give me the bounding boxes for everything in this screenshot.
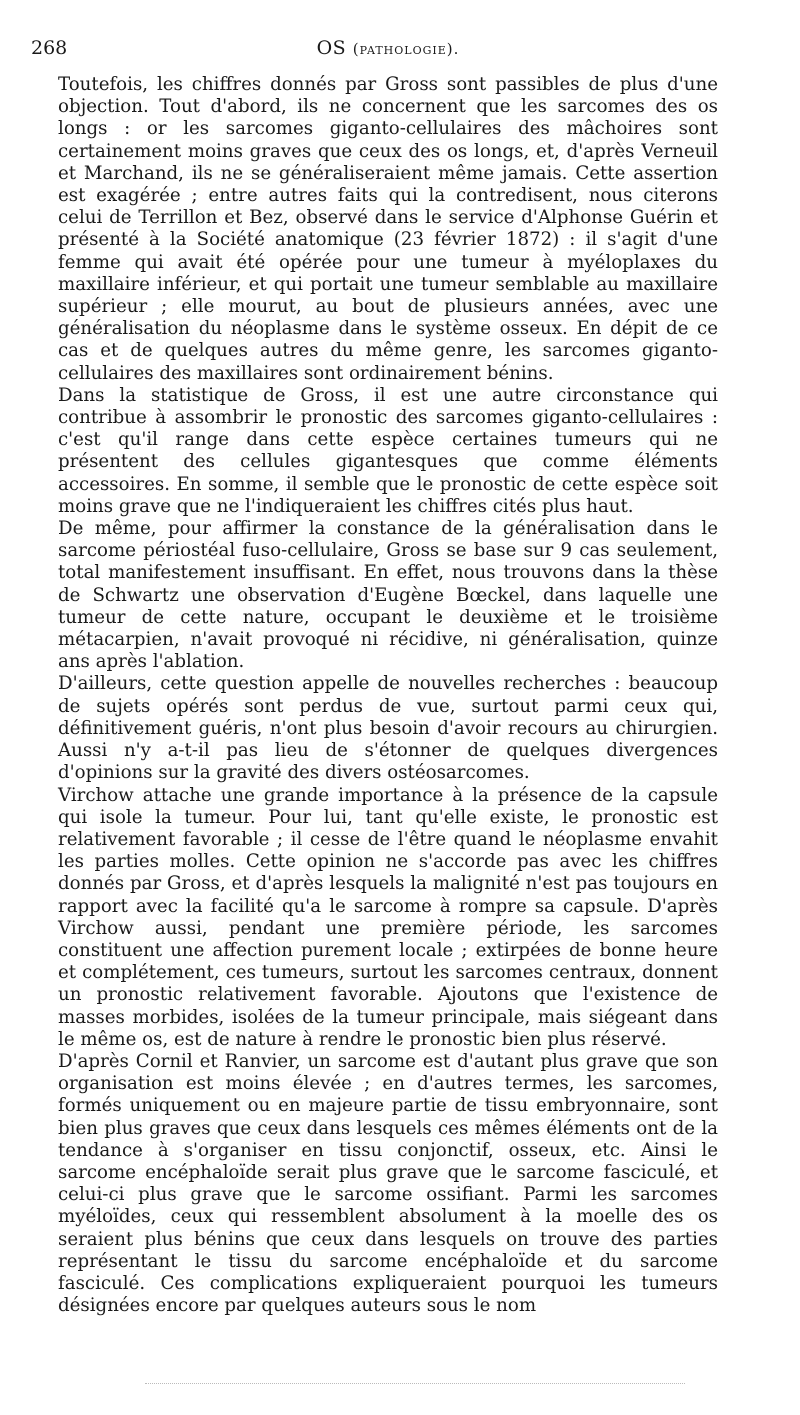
paragraph: Dans la statistique de Gross, il est une autre circonstance qui contribue à assombrir le pronostic des sarcomes giganto-cellulaires : c'est qu'il range dans cette espèce certaines tumeurs qui ne présentent des cellules gigantesques que comme éléments accessoires. En somme, il semble que le pronostic de cette espèce soit moins grave que ne l'indiqueraient les chiffres cités plus haut.: [58, 384, 718, 517]
page-header: [31, 34, 718, 62]
running-head: [58, 34, 718, 63]
running-head-main: OS: [316, 37, 347, 59]
running-head-section: (pathologie).: [352, 40, 460, 58]
book-page: [31, 34, 718, 1317]
footer-rule: [145, 1383, 685, 1384]
paragraph: D'après Cornil et Ranvier, un sarcome est d'autant plus grave que son organisation est moins élevée ; en d'autres termes, les sarcomes, formés uniquement ou en majeure partie de tissu embryonnaire, sont bien plus graves que ceux dans lesquels ces mêmes éléments ont de la tendance à s'organiser en tissu conjonctif, osseux, etc. Ainsi le sarcome encéphaloïde serait plus grave que le sarcome fasciculé, et celui-ci plus grave que le sarcome ossifiant. Parmi les sarcomes myéloïdes, ceux qui ressemblent absolument à la moelle des os seraient plus bénins que ceux dans lesquels on trouve des parties représentant le tissu du sarcome encéphaloïde et du sarcome fasciculé. Ces complications expliqueraient pourquoi les tumeurs désignées encore par quelques auteurs sous le nom: [58, 1050, 718, 1317]
page-number: 268: [31, 37, 68, 59]
paragraph: Virchow attache une grande importance à la présence de la capsule qui isole la tumeur. Pour lui, tant qu'elle existe, le pronostic est relativement favorable ; il cesse de l'être quand le néoplasme envahit les parties molles. Cette opinion ne s'accorde pas avec les chiffres donnés par Gross, et d'après lesquels la malignité n'est pas toujours en rapport avec la facilité qu'a le sarcome à rompre sa capsule. D'après Virchow aussi, pendant une première période, les sarcomes constituent une affection purement locale ; extirpées de bonne heure et complétement, ces tumeurs, surtout les sarcomes centraux, donnent un pronostic relativement favorable. Ajoutons que l'existence de masses morbides, isolées de la tumeur principale, mais siégeant dans le même os, est de nature à rendre le pronostic bien plus réservé.: [58, 784, 718, 1050]
paragraph: D'ailleurs, cette question appelle de nouvelles recherches : beaucoup de sujets opérés sont perdus de vue, surtout parmi ceux qui, définitivement guéris, n'ont plus besoin d'avoir recours au chirurgien. Aussi n'y a-t-il pas lieu de s'étonner de quelques divergences d'opinions sur la gravité des divers ostéosarcomes.: [58, 673, 718, 784]
paragraph: Toutefois, les chiffres donnés par Gross sont passibles de plus d'une objection. Tout d'abord, ils ne concernent que les sarcomes des os longs : or les sarcomes giganto-cellulaires des mâchoires sont certainement moins graves que ceux des os longs, et, d'après Verneuil et Marchand, ils ne se généraliseraient même jamais. Cette assertion est exagérée ; entre autres faits qui la contredisent, nous citerons celui de Terrillon et Bez, observé dans le service d'Alphonse Guérin et présenté à la Société anatomique (23 février 1872) : il s'agit d'une femme qui avait été opérée pour une tumeur à myéloplaxes du maxillaire inférieur, et qui portait une tumeur semblable au maxillaire supérieur ; elle mourut, au bout de plusieurs années, avec une généralisation du néoplasme dans le système osseux. En dépit de ce cas et de quelques autres du même genre, les sarcomes giganto-cellulaires des maxillaires sont ordinairement bénins.: [58, 74, 718, 384]
body-text: [58, 74, 718, 1317]
paragraph: De même, pour affirmer la constance de la généralisation dans le sarcome périostéal fuso-cellulaire, Gross se base sur 9 cas seulement, total manifestement insuffisant. En effet, nous trouvons dans la thèse de Schwartz une observation d'Eugène Bœckel, dans laquelle une tumeur de cette nature, occupant le deuxième et le troisième métacarpien, n'avait provoqué ni récidive, ni généralisation, quinze ans après l'ablation.: [58, 518, 718, 673]
